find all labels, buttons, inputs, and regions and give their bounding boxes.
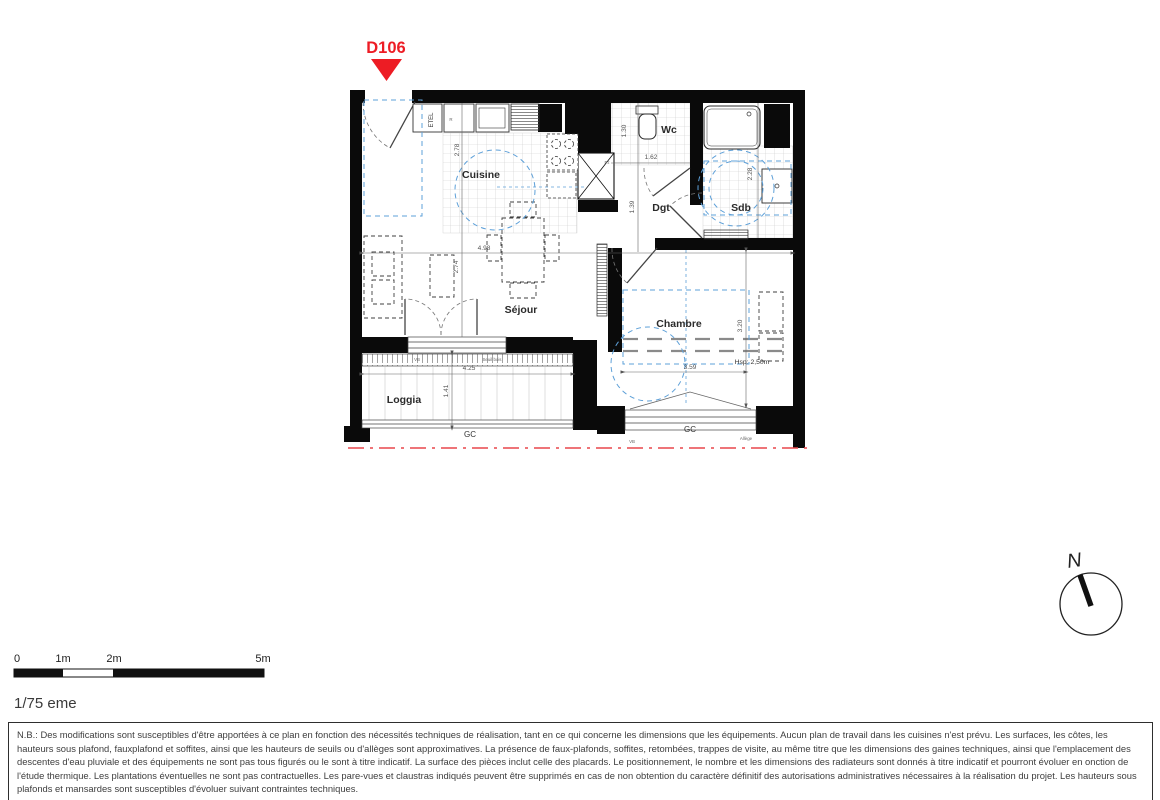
- room-label-wc: Wc: [661, 124, 677, 136]
- room-label-kitchen: Cuisine: [462, 169, 500, 181]
- bed: [623, 339, 786, 351]
- gc-bedroom-label: GC: [684, 425, 696, 434]
- unit-label: D106: [366, 39, 406, 57]
- ceiling-height-label: Hsp: 2,50m: [734, 359, 770, 366]
- shaft-label: Pz: [604, 160, 610, 165]
- room-label-bathroom: Sdb: [731, 202, 751, 214]
- disclaimer-box: [8, 722, 1153, 800]
- dim-kitchen-depth: 2.78: [454, 143, 461, 157]
- scale-bar: [14, 653, 271, 712]
- unit-marker: [366, 39, 405, 81]
- vb-facade-label: VB: [629, 439, 635, 444]
- vb-window-label: VB: [414, 357, 420, 362]
- dim-wc-height: 1.30: [621, 124, 628, 138]
- shaft-pz: [578, 153, 614, 199]
- scale-5m: 5m: [255, 653, 271, 665]
- dim-living-depth: 2.74: [453, 260, 460, 274]
- etel-label: ETEL: [429, 112, 435, 128]
- armchair: [430, 255, 454, 297]
- room-label-living: Séjour: [504, 304, 538, 316]
- scale-1m: 1m: [55, 653, 71, 665]
- dim-hallway: 1.39: [629, 200, 636, 214]
- living-radiator: [597, 244, 607, 316]
- dim-bathroom: 2.28: [747, 167, 754, 181]
- room-label-hallway: Dgt: [652, 202, 670, 214]
- living-french-door: [408, 337, 506, 353]
- north-label: N: [1065, 549, 1084, 573]
- gc-loggia-label: GC: [464, 430, 476, 439]
- disclaimer-text: N.B.: Des modifications sont susceptibles d'être apportées à ce plan en fonction des nécessités techniques de réalisation, tant en ce qui concerne les dimensions que les équipements. Aucun plan de travail dans les cuisines n'est prévu. Les surfaces, les côtes, les hauteurs sous plafond, fauxplafond et soffites, ainsi que les hauteurs de seuils ou d'allèges sont approximatives. La présence de faux-plafonds, soffites, retombées, trappes de visite, au même titre que les dimensions des gaines techniques, ainsi que l'emplacement des descentes d'eau pluviale et des équipements ne sont pas tous figurés ou le sont à titre indicatif. La surface des pièces inclut celle des placards. Le positionnement, le nombre et les dimensions des radiateurs sont donnés à titre indicatif et pourront évoluer en onction de l'étude thermique. Les plantations éventuelles ne sont pas contractuelles. Les pare-vues et claustras indiqués peuvent être supprimés en cas de non obtention du caractère définitif des autorisations administratives nécessaires à la réalisation du projet. Les hauteurs sous plafonds et mansardes sont susceptibles d'évoluer suivant contraintes techniques.: [17, 729, 1137, 794]
- fridge-label: R: [449, 117, 453, 122]
- dim-bedroom-height: 3.20: [737, 319, 744, 333]
- dim-loggia-width: 4.25: [462, 365, 476, 372]
- north-compass: [1060, 549, 1122, 635]
- towel-radiator: [704, 230, 748, 239]
- scale-2m: 2m: [106, 653, 122, 665]
- threshold-label: Seuil bois: [482, 357, 502, 362]
- scale-0: 0: [14, 653, 21, 665]
- unit-pointer-icon: [371, 59, 402, 81]
- sofa: [364, 236, 402, 318]
- dim-living-width: 4.98: [477, 245, 491, 252]
- room-label-bedroom: Chambre: [656, 318, 702, 330]
- dim-loggia-depth: 1.41: [443, 384, 450, 398]
- scale-ratio: 1/75 eme: [14, 695, 77, 712]
- dim-wc-width: 1.62: [644, 154, 658, 161]
- room-label-loggia: Loggia: [386, 394, 422, 406]
- wardrobe: [759, 292, 783, 331]
- allege-label: Allège: [739, 436, 753, 441]
- dim-bedroom-width: 3.59: [683, 364, 697, 371]
